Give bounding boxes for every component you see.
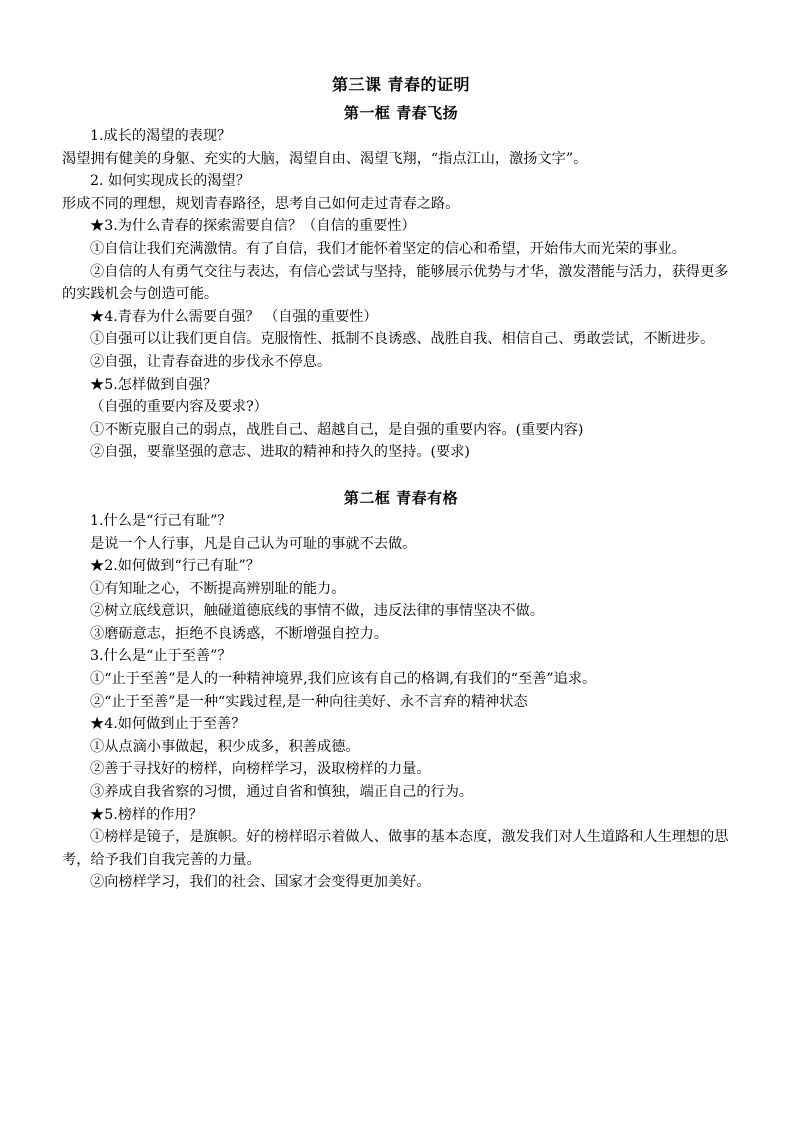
paragraph: 2. 如何实现成长的渴望？ [90,173,250,190]
paragraph: ★3.为什么青春的探索需要自信？（自信的重要性） [90,218,416,235]
paragraph: ①不断克服自己的弱点，战胜自己、超越自己，是自强的重要内容。(重要内容) [90,421,584,438]
paragraph: ①榜样是镜子，是旗帜。好的榜样昭示着做人、做事的基本态度，激发我们对人生道路和人生理想的思考，给予我们自我完善的力量。 [62,829,729,868]
paragraph: ★4.如何做到止于至善？ [90,716,246,733]
paragraph: 是说一个人行事，凡是自己认为可耻的事就不去做。 [90,535,417,552]
paragraph: ②善于寻找好的榜样，向榜样学习，汲取榜样的力量。 [90,761,431,778]
paragraph: ★4.青春为什么需要自强？ （自强的重要性） [90,308,378,325]
paragraph: ★5.怎样做到自强？ [90,376,218,393]
paragraph: 渴望拥有健美的身躯、充实的大脑，渴望自由、渴望飞翔，“指点江山，激扬文字”。 [62,150,588,167]
section-title: 第一框 青春飞扬 [343,104,459,122]
paragraph: ①“止于至善”是人的一种精神境界,我们应该有自己的格调,有我们的“至善”追求。 [90,671,597,688]
paragraph: （自强的重要内容及要求?） [90,399,268,416]
paragraph: ①自信让我们充满激情。有了自信，我们才能怀着坚定的信心和希望，开始伟大而光荣的事业。 [90,240,686,257]
paragraph: ★5.榜样的作用？ [90,806,203,823]
paragraph: ②“止于至善”是一种“实践过程,是一种向往美好、永不言弃的精神状态 [90,693,528,710]
paragraph: ①从点滴小事做起，积少成多，积善成德。 [90,738,360,755]
paragraph: ②自强，要靠坚强的意志、进取的精神和持久的坚持。(要求) [90,444,470,461]
paragraph: ★2.如何做到“行己有耻”？ [90,558,260,575]
section-2 [62,486,740,894]
section-paragraphs [62,510,740,894]
document-content [62,72,740,894]
paragraph: 形成不同的理想，规划青春路径，思考自己如何走过青春之路。 [62,195,460,212]
paragraph: 1.成长的渴望的表现？ [90,128,232,144]
paragraph: ①自强可以让我们更自信。克服惰性、抵制不良诱惑、战胜自我、相信自己、勇敢尝试，不断进步。 [90,331,715,348]
section-paragraphs [62,125,740,464]
paragraph: ②向榜样学习，我们的社会、国家才会变得更加美好。 [90,874,431,891]
section-1 [62,101,740,464]
paragraph: 1.什么是“行己有耻”？ [90,512,232,529]
paragraph: ③养成自我省察的习惯，通过自省和慎独，端正自己的行为。 [90,784,474,801]
paragraph: ②树立底线意识，触碰道德底线的事情不做，违反法律的事情坚决不做。 [90,603,545,620]
section-spacer [62,464,740,486]
section-title: 第二框 青春有格 [343,488,459,507]
document-title: 第三课 青春的证明 [331,75,471,94]
paragraph: ②自信的人有勇气交往与表达，有信心尝试与坚持，能够展示优势与才华，激发潜能与活力，获得更多的实践机会与创造可能。 [62,263,729,303]
paragraph: ②自强，让青春奋进的步伐永不停息。 [90,353,332,370]
paragraph: ③磨砺意志，拒绝不良诱惑，不断增强自控力。 [90,625,388,642]
paragraph: 3.什么是“止于至善”？ [90,648,232,665]
paragraph: ①有知耻之心，不断提高辨别耻的能力。 [90,580,346,597]
